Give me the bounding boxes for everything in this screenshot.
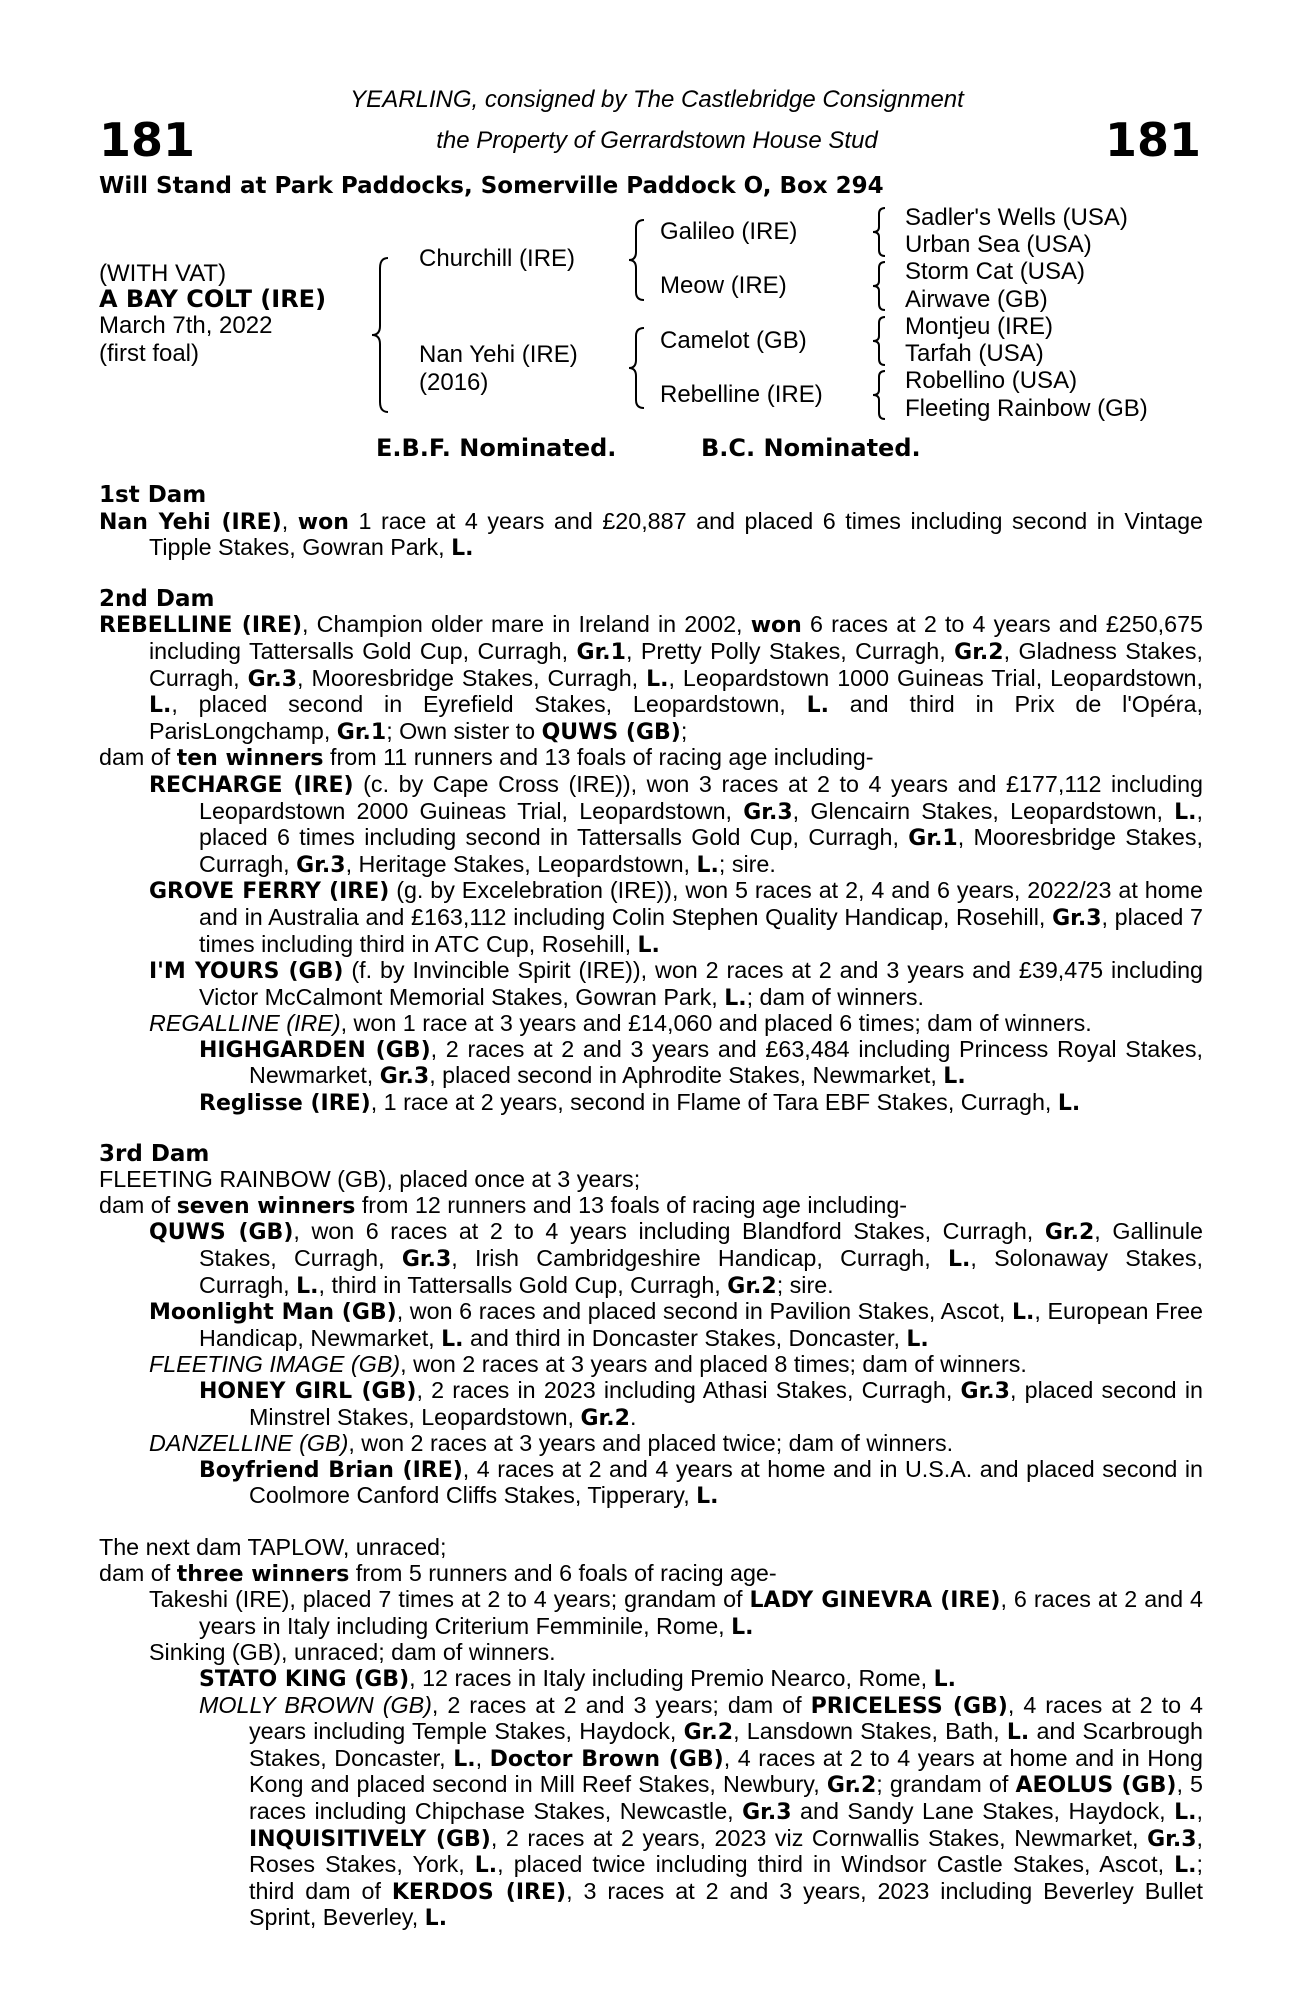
text-run: and third in Doncaster Stakes, Doncaster, xyxy=(463,1324,907,1351)
text-run: , Champion older mare in Ireland in 2002, xyxy=(302,611,751,638)
text-run: , 2 races at 2 and 3 years and £63,484 including Princess Royal Stakes, Newmarket, xyxy=(249,1035,1203,1089)
text-run: , placed second in Minstrel Stakes, Leopardstown, xyxy=(249,1377,1203,1430)
bold-text: L. xyxy=(451,536,474,562)
text-run: dam of xyxy=(99,744,177,771)
bold-text: Gr.2 xyxy=(826,1773,877,1799)
pedigree-entry xyxy=(99,958,1203,1011)
text-run: , Mooresbridge Stakes, Curragh, xyxy=(297,664,647,691)
vat-note: (WITH VAT) xyxy=(99,260,227,287)
bold-text: Gr.3 xyxy=(247,666,298,692)
bold-text: L. xyxy=(943,1064,966,1090)
gen3-horse: Airwave (GB) xyxy=(905,286,1048,313)
text-run: , 4 races at 2 to 4 years including Temple Stakes, Haydock, xyxy=(249,1691,1203,1745)
brace-gen3-1 xyxy=(870,206,890,258)
text-run: , 2 races at 2 years, 2023 viz Cornwallis Stakes, Newmarket, xyxy=(490,1824,1148,1851)
section-heading: 3rd Dam xyxy=(99,1140,210,1167)
sire-sire: Galileo (IRE) xyxy=(660,218,798,245)
bold-text: Gr.3 xyxy=(379,1064,430,1090)
bold-text: ten winners xyxy=(176,746,324,772)
bold-text: L. xyxy=(806,693,829,719)
text-run: , 2 races in 2023 including Athasi Stakes, Curragh, xyxy=(416,1377,961,1403)
text-run: , won 2 races at 3 years and placed twice; dam of winners. xyxy=(348,1430,954,1457)
pedigree-entry xyxy=(99,612,1203,745)
ebf-nomination: E.B.F. Nominated. xyxy=(376,434,617,462)
text-run: and third in Prix de l'Opéra, ParisLongchamp, xyxy=(149,691,1203,744)
bold-text: Gr.3 xyxy=(743,799,793,825)
bold-text: L. xyxy=(696,852,719,878)
bold-text: L. xyxy=(441,1326,464,1352)
pedigree-entry xyxy=(99,1431,1203,1457)
text-run: The next dam TAPLOW, unraced; xyxy=(99,1533,447,1560)
text-run: , European Free Handicap, Newmarket, xyxy=(199,1298,1204,1351)
subject-name: A BAY COLT (IRE) xyxy=(99,285,327,313)
section-heading: 2nd Dam xyxy=(99,585,215,612)
text-run: (c. by Cape Cross (IRE)), won 3 races at 2 to 4 years and £177,112 including Leopardstown 2000 Guineas Trial, Leopardstown, xyxy=(199,770,1203,824)
gen3-horse: Fleeting Rainbow (GB) xyxy=(905,395,1148,422)
bold-text: Gr.3 xyxy=(1052,905,1102,931)
pedigree-entry xyxy=(99,1378,1203,1431)
text-run: , Irish Cambridgeshire Handicap, Curragh, xyxy=(451,1245,948,1272)
dam-section xyxy=(99,483,1203,562)
bold-text: RECHARGE (IRE) xyxy=(149,772,354,798)
text-run: , xyxy=(1196,1797,1203,1824)
consignment-line-1: YEARLING, consigned by The Castlebridge Consignment xyxy=(350,86,964,113)
bold-text: L. xyxy=(724,985,747,1011)
bold-text: I'M YOURS (GB) xyxy=(149,959,344,985)
text-run: , Glencairn Stakes, Leopardstown, xyxy=(792,797,1175,824)
pedigree-entry xyxy=(99,1167,1203,1193)
bold-text: GROVE FERRY (IRE) xyxy=(149,879,390,905)
dam-section xyxy=(99,1142,1203,1510)
text-run: (f. by Invincible Spirit (IRE)), won 2 races at 2 and 3 years and £39,475 including Victor McCalmont Memorial Stakes, Gowran Park, xyxy=(199,957,1203,1010)
bold-text: Gr.3 xyxy=(742,1799,792,1825)
bold-text: L. xyxy=(933,1666,956,1692)
bold-text: L. xyxy=(906,1326,929,1352)
brace-subject xyxy=(368,256,398,414)
text-run: , 4 races at 2 and 4 years at home and in U.S.A. and placed second in Coolmore Canford Cliffs Stakes, Tipperary, xyxy=(249,1455,1203,1509)
brace-sire xyxy=(626,218,650,302)
italic-text: DANZELLINE (GB) xyxy=(149,1430,349,1457)
bold-text: LADY GINEVRA (IRE) xyxy=(749,1588,1001,1614)
text-run: , xyxy=(475,1744,490,1771)
bold-text: seven winners xyxy=(176,1193,356,1219)
text-run: ; grandam of xyxy=(876,1771,1016,1798)
text-run: , Pretty Polly Stakes, Curragh, xyxy=(625,637,955,664)
text-run: , Gladness Stakes, Curragh, xyxy=(149,637,1203,691)
sire-name: Churchill (IRE) xyxy=(419,245,576,272)
gen3-horse: Sadler's Wells (USA) xyxy=(905,204,1128,231)
text-run: , won 6 races and placed second in Pavilion Stakes, Ascot, xyxy=(396,1298,1012,1325)
bold-text: Nan Yehi (IRE) xyxy=(99,509,282,535)
bold-text: Boyfriend Brian (IRE) xyxy=(199,1457,463,1483)
gen3-horse: Montjeu (IRE) xyxy=(905,313,1054,340)
text-run: , placed 7 times including third in ATC Cup, Rosehill, xyxy=(199,903,1203,957)
bold-text: L. xyxy=(1006,1720,1030,1746)
text-run: , third in Tattersalls Gold Cup, Curragh, xyxy=(318,1271,728,1298)
bold-text: L. xyxy=(1174,799,1197,825)
bold-text: L. xyxy=(947,1247,971,1273)
dam-name: Nan Yehi (IRE) xyxy=(419,341,578,368)
dam-section xyxy=(99,1535,1203,1932)
bold-text: KERDOS (IRE) xyxy=(391,1879,567,1905)
bold-text: L. xyxy=(1174,1799,1197,1825)
pedigree-entry xyxy=(99,1299,1203,1352)
bold-text: Gr.2 xyxy=(727,1273,777,1299)
pedigree-entry xyxy=(99,1011,1203,1037)
bold-text: REBELLINE (IRE) xyxy=(99,613,303,639)
bc-nomination: B.C. Nominated. xyxy=(701,434,921,462)
text-run: , Roses Stakes, York, xyxy=(249,1824,1203,1878)
text-run: ; xyxy=(680,717,688,744)
lot-number-left: 181 xyxy=(99,113,196,167)
bold-text: PRICELESS (GB) xyxy=(810,1693,1008,1719)
pedigree-entry xyxy=(99,1457,1203,1510)
brace-gen3-2 xyxy=(870,260,890,312)
text-run: . xyxy=(629,1403,637,1430)
bold-text: Gr.1 xyxy=(908,826,958,852)
bold-text: STATO KING (GB) xyxy=(199,1666,410,1692)
text-run: , 2 races at 2 and 3 years; dam of xyxy=(431,1691,811,1718)
dam-sire: Camelot (GB) xyxy=(660,327,807,354)
text-run: ; sire. xyxy=(776,1271,834,1298)
text-run: (g. by Excelebration (IRE)), won 5 races at 2, 4 and 6 years, 2022/23 at home and in Australia and £163,112 including Colin Stephen Quality Handicap, Rosehill, xyxy=(199,877,1203,930)
text-run: , placed twice including third in Windsor Castle Stakes, Ascot, xyxy=(497,1851,1175,1878)
text-run: , 1 race at 2 years, second in Flame of Tara EBF Stakes, Curragh, xyxy=(370,1089,1058,1116)
text-run: , xyxy=(281,507,298,534)
text-run: , won 6 races at 2 to 4 years including Blandford Stakes, Curragh, xyxy=(293,1218,1045,1245)
text-run: dam of xyxy=(99,1191,177,1218)
bold-text: won xyxy=(750,613,802,639)
gen3-horse: Robellino (USA) xyxy=(905,367,1078,394)
bold-text: L. xyxy=(1057,1091,1081,1117)
bold-text: L. xyxy=(149,693,172,719)
bold-text: L. xyxy=(1012,1300,1035,1326)
text-run: and Sandy Lane Stakes, Haydock, xyxy=(791,1797,1175,1824)
text-run: , placed second in Aphrodite Stakes, Newmarket, xyxy=(429,1062,944,1089)
text-run: , 12 races in Italy including Premio Nearco, Rome, xyxy=(409,1664,934,1691)
text-run: , Leopardstown 1000 Guineas Trial, Leopardstown, xyxy=(668,664,1203,691)
gen3-horse: Storm Cat (USA) xyxy=(905,258,1086,285)
text-run: , 3 races at 2 and 3 years, 2023 including Beverley Bullet Sprint, Beverley, xyxy=(249,1877,1203,1931)
text-run: , 5 races including Chipchase Stakes, Newcastle, xyxy=(249,1771,1203,1824)
text-run: , won 2 races at 3 years and placed 8 times; dam of winners. xyxy=(400,1351,1027,1378)
dam-section xyxy=(99,587,1203,1117)
text-run: dam of xyxy=(99,1559,177,1586)
gen3-horse: Urban Sea (USA) xyxy=(905,231,1092,258)
pedigree-entry xyxy=(99,1090,1203,1117)
text-run: , Mooresbridge Stakes, Curragh, xyxy=(199,824,1204,877)
italic-text: REGALLINE (IRE) xyxy=(149,1010,341,1037)
bold-text: INQUISITIVELY (GB) xyxy=(249,1826,491,1852)
pedigree-entry xyxy=(99,772,1203,878)
text-run: Sinking (GB), unraced; dam of winners. xyxy=(149,1639,556,1666)
brace-gen3-4 xyxy=(870,369,890,421)
bold-text: Gr.3 xyxy=(960,1379,1010,1404)
bold-text: L. xyxy=(296,1273,319,1299)
bold-text: Doctor Brown (GB) xyxy=(489,1746,724,1772)
bold-text: HONEY GIRL (GB) xyxy=(199,1379,417,1404)
text-run: 1 race at 4 years and £20,887 and placed 6 times including second in Vintage Tipple Stakes, Gowran Park, xyxy=(149,507,1204,561)
bold-text: L. xyxy=(453,1746,476,1772)
sire-dam: Meow (IRE) xyxy=(660,272,787,299)
bold-text: HIGHGARDEN (GB) xyxy=(199,1037,431,1063)
pedigree-entry xyxy=(99,1037,1203,1090)
text-run: , won 1 race at 3 years and £14,060 and placed 6 times; dam of winners. xyxy=(340,1010,1092,1037)
bold-text: L. xyxy=(474,1853,498,1879)
pedigree-entry xyxy=(99,1640,1203,1666)
bold-text: Gr.2 xyxy=(683,1720,734,1746)
bold-text: three winners xyxy=(176,1561,350,1587)
text-run: from 5 runners and 6 foals of racing age- xyxy=(349,1559,777,1586)
bold-text: L. xyxy=(637,932,660,958)
pedigree-entry xyxy=(99,1352,1203,1378)
text-run: 6 races at 2 to 4 years and £250,675 including Tattersalls Gold Cup, Curragh, xyxy=(149,611,1203,664)
text-run: , Lansdown Stakes, Bath, xyxy=(733,1718,1007,1745)
italic-text: FLEETING IMAGE (GB) xyxy=(149,1351,401,1378)
text-run: , placed second in Eyrefield Stakes, Leopardstown, xyxy=(171,691,807,718)
bold-text: Gr.3 xyxy=(296,852,346,878)
catalogue-text xyxy=(99,483,1203,1932)
italic-text: MOLLY BROWN (GB) xyxy=(199,1691,432,1718)
bold-text: AEOLUS (GB) xyxy=(1015,1773,1177,1799)
pedigree-entry xyxy=(99,1535,1203,1561)
pedigree-entry xyxy=(99,1193,1203,1220)
bold-text: Gr.2 xyxy=(954,639,1004,665)
pedigree-entry xyxy=(99,745,1203,772)
bold-text: Gr.1 xyxy=(336,719,387,745)
text-run: from 11 runners and 13 foals of racing age including- xyxy=(323,744,874,771)
text-run: , placed 6 times including second in Tattersalls Gold Cup, Curragh, xyxy=(199,797,1203,851)
bold-text: L. xyxy=(646,666,669,692)
bold-text: Gr.1 xyxy=(576,639,626,665)
date-of-birth: March 7th, 2022 xyxy=(99,312,273,339)
text-run: ; third dam of xyxy=(249,1851,1203,1904)
dam-year: (2016) xyxy=(419,369,489,396)
foal-note: (first foal) xyxy=(99,340,200,367)
text-run: and Scarbrough Stakes, Doncaster, xyxy=(249,1718,1203,1771)
text-run: from 12 runners and 13 foals of racing age including- xyxy=(355,1191,908,1218)
pedigree-entry xyxy=(99,1666,1203,1693)
bold-text: Gr.3 xyxy=(401,1247,452,1273)
bold-text: QUWS (GB) xyxy=(149,1220,294,1246)
bold-text: Gr.2 xyxy=(1044,1220,1095,1246)
pedigree-entry xyxy=(99,878,1203,958)
bold-text: L. xyxy=(424,1906,448,1932)
brace-dam xyxy=(626,326,650,410)
section-heading: 1st Dam xyxy=(99,482,207,508)
text-run: , 4 races at 2 to 4 years at home and in Hong Kong and placed second in Mill Reef Stakes, Newbury, xyxy=(249,1744,1203,1798)
bold-text: Gr.2 xyxy=(580,1405,630,1431)
text-run: , Gallinule Stakes, Curragh, xyxy=(199,1218,1203,1272)
brace-gen3-3 xyxy=(870,315,890,367)
dam-dam: Rebelline (IRE) xyxy=(660,381,823,408)
text-run: , Solonaway Stakes, Curragh, xyxy=(199,1245,1203,1298)
text-run: ; dam of winners. xyxy=(746,983,924,1010)
pedigree-entry xyxy=(99,1693,1203,1932)
bold-text: Moonlight Man (GB) xyxy=(149,1300,397,1326)
bold-text: L. xyxy=(731,1614,754,1640)
pedigree-entry xyxy=(99,1561,1203,1588)
gen3-horse: Tarfah (USA) xyxy=(905,340,1044,367)
bold-text: won xyxy=(297,509,349,535)
consignment-line-2: the Property of Gerrardstown House Stud xyxy=(436,127,878,154)
pedigree-entry xyxy=(99,509,1203,562)
text-run: , 6 races at 2 and 4 years in Italy including Criterium Femminile, Rome, xyxy=(199,1586,1204,1639)
bold-text: L. xyxy=(696,1484,719,1510)
stand-location: Will Stand at Park Paddocks, Somerville Paddock O, Box 294 xyxy=(99,173,884,199)
text-run: Takeshi (IRE), placed 7 times at 2 to 4 years; grandam of xyxy=(149,1586,750,1613)
text-run: FLEETING RAINBOW (GB), placed once at 3 years; xyxy=(99,1166,641,1193)
bold-text: L. xyxy=(1174,1853,1197,1879)
text-run: ; Own sister to xyxy=(386,717,542,744)
pedigree-entry xyxy=(99,1219,1203,1299)
text-run: , Heritage Stakes, Leopardstown, xyxy=(345,850,697,877)
pedigree-entry xyxy=(99,1587,1203,1640)
bold-text: Reglisse (IRE) xyxy=(199,1091,371,1117)
bold-text: QUWS (GB) xyxy=(541,719,681,745)
text-run: ; sire. xyxy=(718,850,776,877)
bold-text: Gr.3 xyxy=(1147,1826,1197,1852)
lot-number-right: 181 xyxy=(1104,113,1201,167)
